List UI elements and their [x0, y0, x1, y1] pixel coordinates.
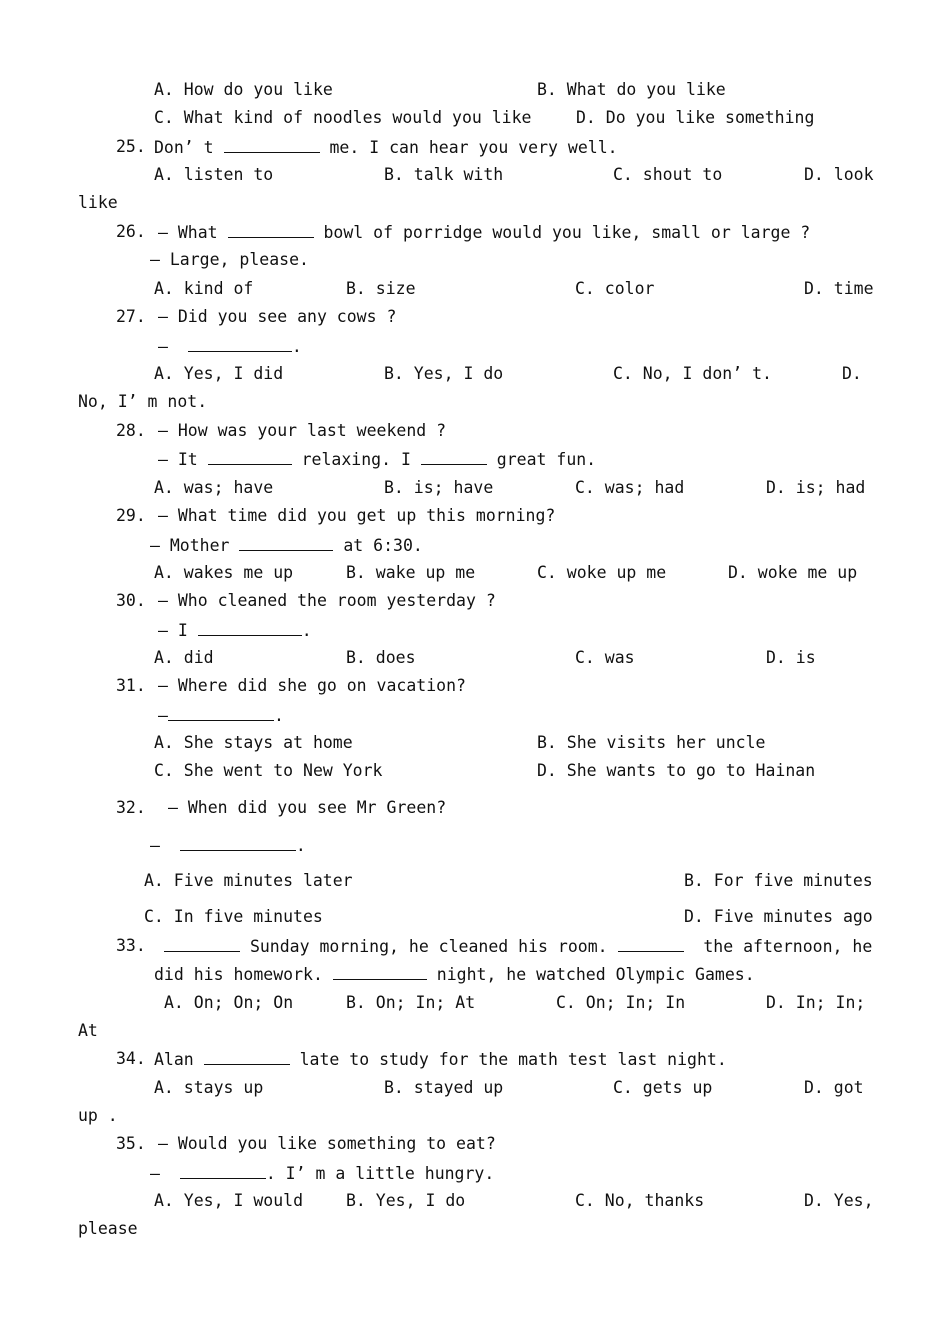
q27-option-d: D. — [842, 364, 862, 383]
q30-option-a: A. did — [154, 648, 214, 667]
q27-blank — [188, 336, 292, 352]
q25-blank — [224, 137, 320, 153]
q34-option-d-wrap: up . — [78, 1106, 118, 1125]
q35-option-c: C. No, thanks — [575, 1191, 705, 1210]
q33-number: 33. — [116, 936, 146, 955]
q29-option-b: B. wake up me — [346, 563, 476, 582]
q27-answer-line — [158, 336, 302, 357]
q25-option-c: C. shout to — [613, 165, 723, 184]
q33-blank-3 — [333, 964, 427, 980]
q26-answer-line: – Large, please. — [150, 250, 309, 269]
q34-stem-post: late to study for the math test last night. — [299, 1050, 727, 1069]
q32-option-a: A. Five minutes later — [144, 871, 353, 890]
q34-option-b: B. stayed up — [384, 1078, 504, 1097]
q25-stem-pre: Don’ t — [154, 138, 214, 157]
q24-option-a: A. How do you like — [154, 80, 333, 99]
q31-dash: – — [158, 706, 168, 725]
q33-part-1: Sunday morning, he cleaned his room. — [249, 937, 608, 956]
q27-option-c: C. No, I don’ t. — [613, 364, 772, 383]
q29-answer-pre: – Mother — [150, 536, 230, 555]
q26-option-b: B. size — [346, 279, 416, 298]
q32-option-c: C. In five minutes — [144, 907, 323, 926]
q32-option-b: B. For five minutes — [684, 871, 873, 890]
q31-question: – Where did she go on vacation? — [158, 676, 466, 695]
q28-number: 28. — [116, 421, 146, 440]
q31-option-a: A. She stays at home — [154, 733, 353, 752]
q33-blank-2 — [618, 936, 684, 952]
q25-option-a: A. listen to — [154, 165, 274, 184]
q24-option-d: D. Do you like something — [576, 108, 815, 127]
q33-line2-pre: did his homework. — [154, 965, 323, 984]
q27-option-b: B. Yes, I do — [384, 364, 504, 383]
q33-option-b: B. On; In; At — [346, 993, 476, 1012]
q28-answer-pre: – It — [158, 450, 198, 469]
q29-option-c: C. woke up me — [537, 563, 667, 582]
q25-option-d-wrap: like — [78, 193, 118, 212]
q32-answer-line — [150, 835, 306, 856]
q25-stem — [154, 137, 618, 158]
q35-option-d: D. Yes, — [804, 1191, 874, 1210]
q32-number: 32. — [116, 798, 146, 817]
q27-question: – Did you see any cows ? — [158, 307, 397, 326]
q34-option-d: D. got — [804, 1078, 864, 1097]
q35-answer-post: . I’ m a little hungry. — [265, 1164, 495, 1183]
q28-answer-line — [158, 449, 596, 470]
q35-option-b: B. Yes, I do — [346, 1191, 466, 1210]
q35-answer-line — [150, 1163, 494, 1184]
q24-option-c: C. What kind of noodles would you like — [154, 108, 532, 127]
q33-option-d: D. In; In; — [766, 993, 866, 1012]
q33-part-2: the afternoon, he — [703, 937, 873, 956]
q32-blank — [180, 835, 296, 851]
q26-number: 26. — [116, 222, 146, 241]
q25-stem-post: me. I can hear you very well. — [329, 138, 618, 157]
q34-stem — [154, 1049, 727, 1070]
q30-end: . — [301, 621, 312, 640]
q27-number: 27. — [116, 307, 146, 326]
q33-line2-post: night, he watched Olympic Games. — [436, 965, 755, 984]
q24-option-b: B. What do you like — [537, 80, 726, 99]
q29-option-d: D. woke me up — [728, 563, 858, 582]
q34-stem-pre: Alan — [154, 1050, 194, 1069]
q29-answer-line — [150, 535, 423, 556]
q28-option-a: A. was; have — [154, 478, 274, 497]
q35-option-d-wrap: please — [78, 1219, 138, 1238]
q26-stem — [158, 222, 810, 243]
q27-option-d-wrap: No, I’ m not. — [78, 392, 208, 411]
q25-option-b: B. talk with — [384, 165, 504, 184]
q29-option-a: A. wakes me up — [154, 563, 294, 582]
q28-blank-2 — [421, 449, 487, 465]
q33-stem-line-1 — [164, 936, 872, 957]
q31-end: . — [273, 706, 284, 725]
q35-dash: – — [150, 1164, 160, 1183]
q29-answer-post: at 6:30. — [343, 536, 423, 555]
q34-option-a: A. stays up — [154, 1078, 264, 1097]
q29-number: 29. — [116, 506, 146, 525]
q26-stem-pre: – What — [158, 223, 218, 242]
q32-option-d: D. Five minutes ago — [684, 907, 873, 926]
q33-blank-1 — [164, 936, 240, 952]
q26-option-d: D. time — [804, 279, 874, 298]
q32-question: – When did you see Mr Green? — [168, 798, 447, 817]
q32-end: . — [295, 836, 306, 855]
q27-option-a: A. Yes, I did — [154, 364, 284, 383]
q31-blank — [168, 705, 274, 721]
q30-question: – Who cleaned the room yesterday ? — [158, 591, 496, 610]
q35-number: 35. — [116, 1134, 146, 1153]
q34-number: 34. — [116, 1049, 146, 1068]
q30-answer-line — [158, 620, 312, 641]
q35-option-a: A. Yes, I would — [154, 1191, 304, 1210]
q30-option-c: C. was — [575, 648, 635, 667]
q28-answer-mid: relaxing. I — [301, 450, 411, 469]
q31-answer-line — [158, 705, 284, 726]
q27-end: . — [291, 337, 302, 356]
q28-option-c: C. was; had — [575, 478, 685, 497]
q29-blank — [239, 535, 333, 551]
q31-number: 31. — [116, 676, 146, 695]
q26-blank — [228, 222, 314, 238]
q28-option-d: D. is; had — [766, 478, 866, 497]
q28-question: – How was your last weekend ? — [158, 421, 447, 440]
q30-option-b: B. does — [346, 648, 416, 667]
q25-option-d: D. look — [804, 165, 874, 184]
q30-option-d: D. is — [766, 648, 816, 667]
q34-blank — [204, 1049, 290, 1065]
q28-blank-1 — [208, 449, 292, 465]
q31-option-d: D. She wants to go to Hainan — [537, 761, 816, 780]
q33-option-a: A. On; On; On — [164, 993, 294, 1012]
q31-option-c: C. She went to New York — [154, 761, 383, 780]
q35-blank — [180, 1163, 266, 1179]
q30-answer-pre: – I — [158, 621, 188, 640]
q33-option-c: C. On; In; In — [556, 993, 686, 1012]
q34-option-c: C. gets up — [613, 1078, 713, 1097]
q25-number: 25. — [116, 137, 146, 156]
q28-option-b: B. is; have — [384, 478, 494, 497]
q30-blank — [198, 620, 302, 636]
q26-option-c: C. color — [575, 279, 655, 298]
q26-stem-post: bowl of porridge would you like, small or large ? — [323, 223, 811, 242]
q33-option-d-wrap: At — [78, 1021, 98, 1040]
q27-dash: – — [158, 337, 168, 356]
q30-number: 30. — [116, 591, 146, 610]
q28-answer-post: great fun. — [496, 450, 597, 469]
q26-option-a: A. kind of — [154, 279, 254, 298]
q32-dash: – — [150, 836, 160, 855]
q29-question: – What time did you get up this morning? — [158, 506, 556, 525]
q35-question: – Would you like something to eat? — [158, 1134, 496, 1153]
q33-stem-line-2 — [154, 964, 755, 985]
q31-option-b: B. She visits her uncle — [537, 733, 766, 752]
